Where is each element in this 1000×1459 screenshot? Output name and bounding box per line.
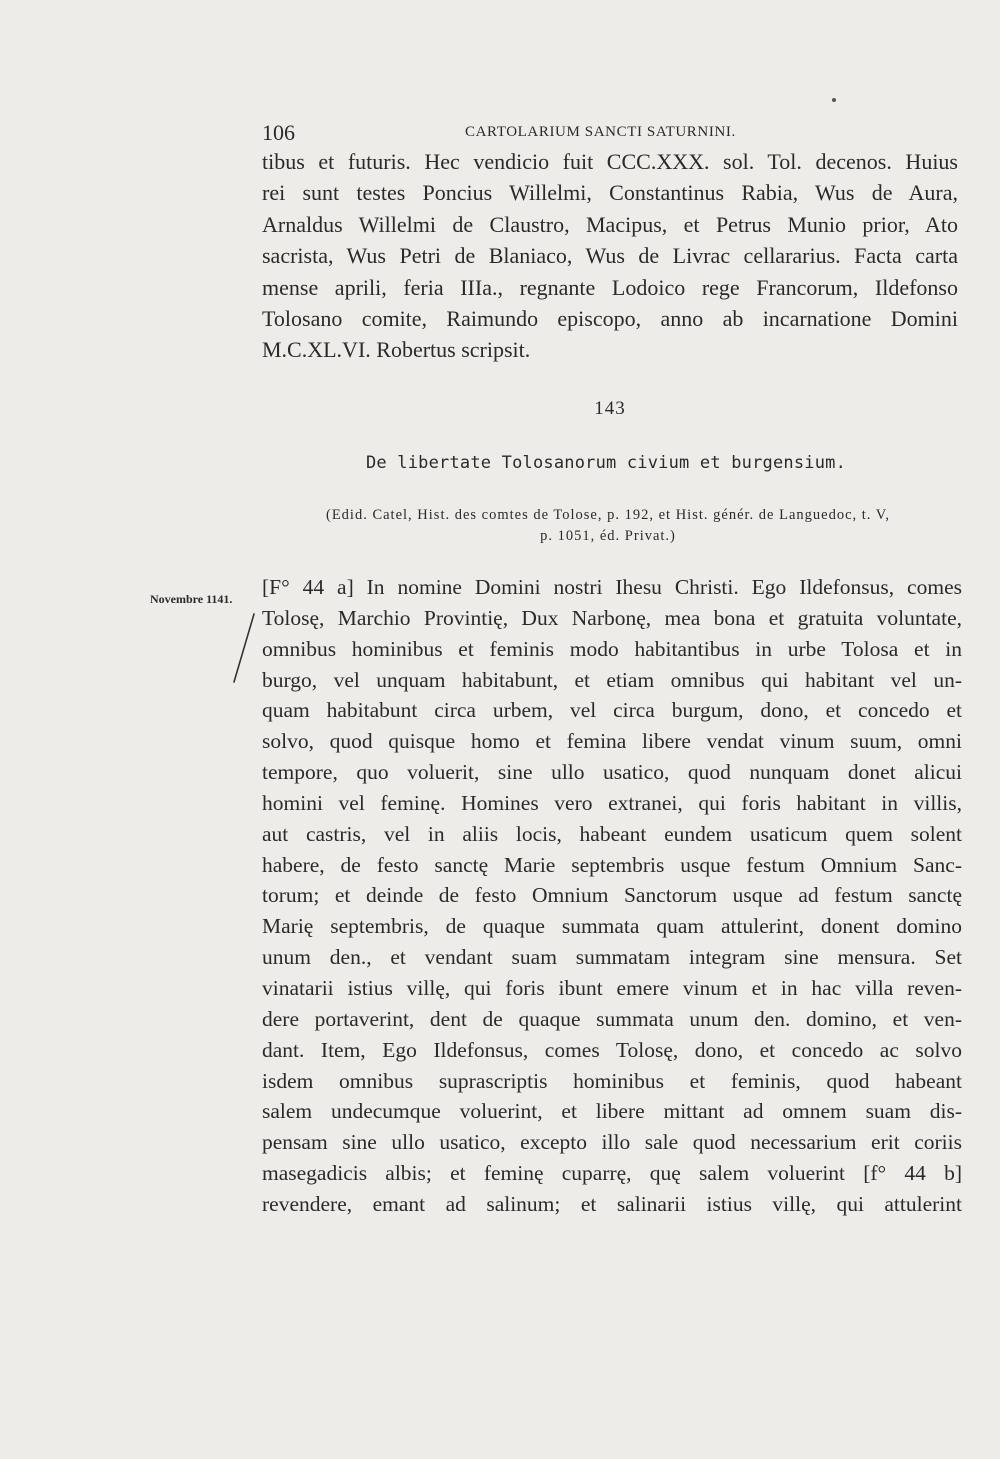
text-line: homini vel feminę. Homines vero extranei, qui foris habitant in villis,: [262, 790, 962, 815]
text-line: Arnaldus Willelmi de Claustro, Macipus, et Petrus Munio prior, Ato: [262, 211, 958, 237]
text-line: torum; et deinde de festo Omnium Sanctorum usque ad festum sanctę: [262, 883, 962, 908]
text-line: isdem omnibus suprascriptis hominibus et feminis, quod habeant: [262, 1068, 962, 1093]
text-line: masegadicis albis; et feminę cuparrę, quę salem voluerint [f° 44 b]: [262, 1161, 962, 1186]
text-line: unum den., et vendant suam summatam integram sine mensura. Set: [262, 945, 962, 970]
text-line: quam habitabunt circa urbem, vel circa burgum, dono, et concedo et: [262, 698, 962, 723]
margin-date: Novembre 1141.: [150, 592, 233, 606]
text-line: aut castris, vel in aliis locis, habeant eundem usaticum quem solent: [262, 821, 962, 846]
margin-pen-stroke: [228, 612, 258, 684]
text-line: M.C.XL.VI. Robertus scripsit.: [262, 337, 531, 363]
edition-note-line: p. 1051, éd. Privat.): [540, 528, 676, 544]
text-line: tibus et futuris. Hec vendicio fuit CCC.XXX. sol. Tol. decenos. Huius: [262, 149, 958, 174]
text-line: burgo, vel unquam habitabunt, et etiam omnibus qui habitant vel un-: [262, 667, 962, 692]
ink-speck: [832, 98, 836, 102]
text-line: salem undecumque voluerint, et libere mittant ad omnem suam dis-: [262, 1099, 962, 1124]
text-line: Tolosano comite, Raimundo episcopo, anno ab incarnatione Domini: [262, 306, 958, 332]
text-line: rei sunt testes Poncius Willelmi, Constantinus Rabia, Wus de Aura,: [262, 180, 958, 206]
text-line: tempore, quo voluerit, sine ullo usatico, quod nunquam donet alicui: [262, 760, 962, 785]
text-line: revendere, emant ad salinum; et salinarii istius villę, qui attulerint: [262, 1191, 962, 1216]
text-line: Marię septembris, de quaque summata quam attulerint, donent domino: [262, 914, 962, 939]
preceding-charter-text: [262, 146, 958, 366]
charter-title: De libertate Tolosanorum civium et burgensium.: [366, 453, 847, 473]
edition-note-line: (Edid. Catel, Hist. des comtes de Tolose, p. 192, et Hist. génér. de Languedoc, t. V,: [325, 507, 891, 523]
text-line: [F° 44 a] In nomine Domini nostri Ihesu Christi. Ego Ildefonsus, comes: [262, 575, 962, 599]
text-line: dant. Item, Ego Ildefonsus, comes Tolosę, dono, et concedo ac solvo: [262, 1037, 962, 1062]
charter-number: 143: [594, 398, 626, 419]
running-title: CARTOLARIUM SANCTI SATURNINI.: [465, 124, 736, 140]
charter-text: [262, 572, 962, 1220]
text-line: sacrista, Wus Petri de Blaniaco, Wus de Livrac cellararius. Facta carta: [262, 243, 958, 269]
text-line: habere, de festo sanctę Marie septembris usque festum Omnium Sanc-: [262, 852, 962, 877]
text-line: pensam sine ullo usatico, excepto illo sale quod necessarium erit coriis: [262, 1130, 962, 1155]
running-head: [262, 120, 762, 144]
page-number: 106: [262, 120, 295, 145]
text-line: omnibus hominibus et feminis modo habitantibus in urbe Tolosa et in: [262, 636, 962, 661]
edition-note: [258, 505, 958, 547]
text-line: dere portaverint, dent de quaque summata unum den. domino, et ven-: [262, 1006, 962, 1031]
text-line: Tolosę, Marchio Provintię, Dux Narbonę, mea bona et gratuita voluntate,: [262, 605, 962, 630]
text-line: mense aprili, feria IIIa., regnante Lodoico rege Francorum, Ildefonso: [262, 274, 958, 300]
text-line: vinatarii istius villę, qui foris ibunt emere vinum et in hac villa reven-: [262, 975, 962, 1000]
text-line: solvo, quod quisque homo et femina libere vendat vinum suum, omni: [262, 729, 962, 754]
